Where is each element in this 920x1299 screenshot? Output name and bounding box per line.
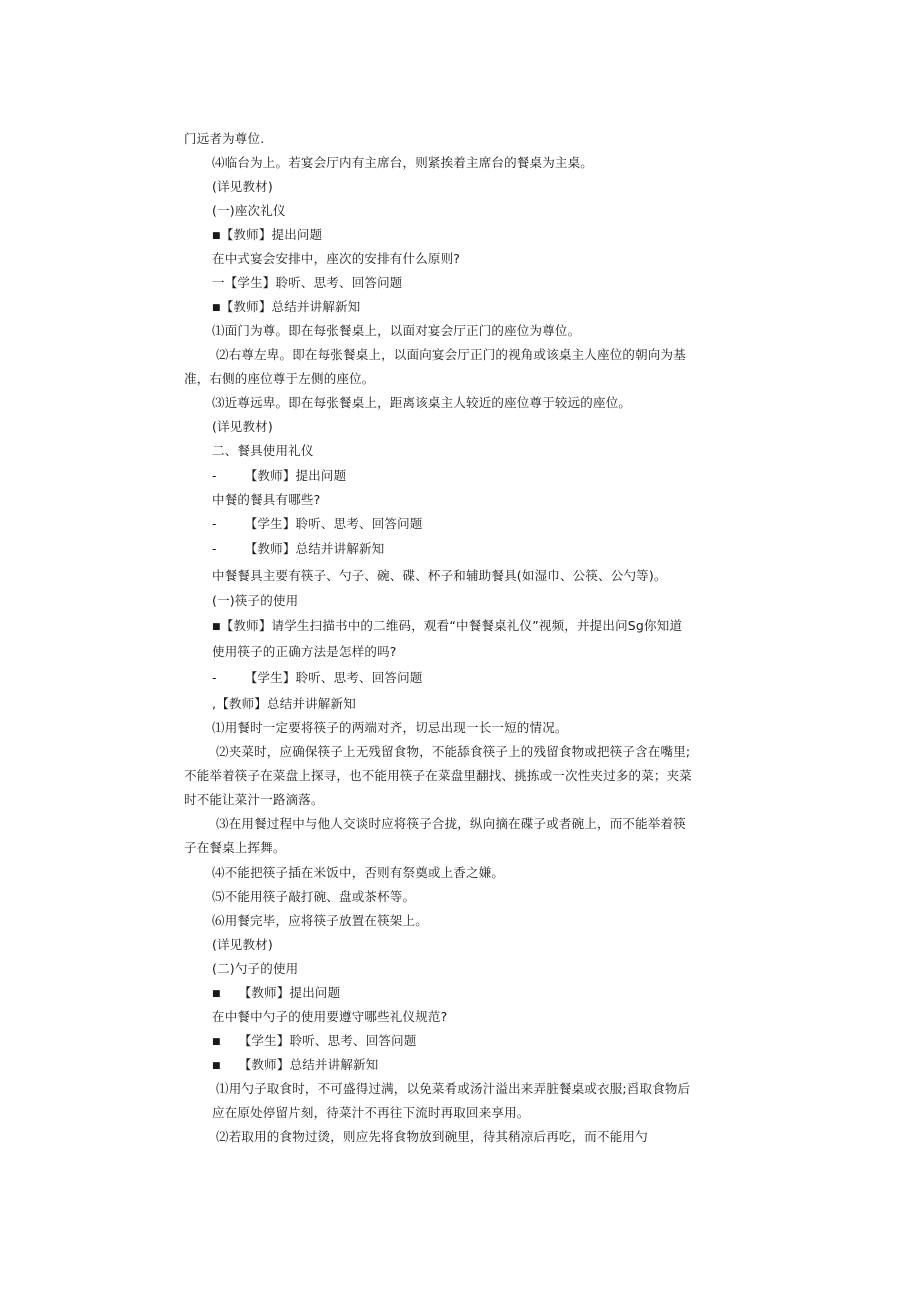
text-line: ⑵夹菜时，应确保筷子上无残留食物，不能舔食筷子上的残留食物或把筷子含在嘴里; <box>216 744 691 759</box>
line-text: 【教师】总结并讲解新知 <box>220 299 361 314</box>
line-text: 【教师】提出问题 <box>244 468 347 483</box>
text-line: 中餐的餐具有哪些? <box>212 492 321 507</box>
text-line: ⑸不能用筷子敲打碗、盘或茶杯等。 <box>212 889 416 904</box>
dash-bullet-icon: - <box>212 516 217 531</box>
teacher-line <box>212 696 356 712</box>
text-line: ⑷临台为上。若宴会厅内有主席台，则紧挨着主席台的餐桌为主桌。 <box>212 155 594 170</box>
teacher-line <box>212 1057 378 1074</box>
student-line: 一【学生】聆听、思考、回答问题 <box>212 275 403 290</box>
text-line: 子在餐桌上挥舞。 <box>184 840 286 855</box>
section-heading: 二、餐具使用礼仪 <box>212 443 314 458</box>
text-line: (详见教材) <box>212 179 273 194</box>
text-line: 在中餐中勺子的使用要遵守哪些礼仪规范? <box>212 1009 448 1024</box>
text-line: ⑶近尊远卑。即在每张餐桌上，距离该桌主人较近的座位尊于较远的座位。 <box>212 395 632 410</box>
line-text: 【教师】总结并讲解新知 <box>244 541 385 556</box>
square-bullet-icon: ■ <box>212 622 221 632</box>
square-bullet-icon: ■ <box>212 1037 221 1047</box>
text-line: ⑶在用餐过程中与他人交谈时应将筷子合拢，纵向摘在碟子或者碗上，而不能举着筷 <box>216 816 686 831</box>
dash-bullet-icon: - <box>212 541 217 556</box>
dash-bullet-icon: - <box>212 468 217 483</box>
line-text: 【教师】请学生扫描书中的二维码，观看“中餐餐桌礼仪”视频，并提出问Sg你知道 <box>220 618 683 633</box>
square-bullet-icon: ■ <box>212 1061 221 1071</box>
text-line: ⑴用勺子取食时，不可盛得过满，以免菜肴或汤汁溢出来弄脏餐桌或衣服;舀取食物后 <box>216 1081 691 1096</box>
teacher-line <box>212 227 322 244</box>
text-line: ⑹用餐完毕，应将筷子放置在筷架上。 <box>212 913 428 928</box>
section-heading: (二)勺子的使用 <box>212 961 299 976</box>
text-line: ⑴面门为尊。即在每张餐桌上，以面对宴会厅正门的座位为尊位。 <box>212 323 581 338</box>
text-line: 应在原处停留片刻，待菜汁不再往下流时再取回来享用。 <box>212 1105 530 1120</box>
teacher-line <box>212 541 384 557</box>
text-line: 准，右侧的座位尊于左侧的座位。 <box>184 371 375 386</box>
text-line: 不能举着筷子在菜盘上探寻，也不能用筷子在菜盘里翻找、挑拣或一次性夹过多的菜；夹菜 <box>184 768 693 783</box>
teacher-line <box>212 468 346 484</box>
line-text: 【教师】提出问题 <box>220 227 323 242</box>
text-line: (详见教材) <box>212 937 273 952</box>
text-line: ⑴用餐时一定要将筷子的两端对齐，切忌出现一长一短的情况。 <box>212 720 568 735</box>
teacher-line <box>212 985 340 1002</box>
line-text: 【教师】总结并讲解新知 <box>238 1057 379 1072</box>
square-bullet-icon: ■ <box>212 231 221 241</box>
teacher-line <box>212 618 682 635</box>
text-line: 在中式宴会安排中，座次的安排有什么原则? <box>212 251 461 266</box>
student-line <box>212 516 423 532</box>
text-line: ⑵若取用的食物过烫，则应先将食物放到碗里，待其稍凉后再吃，而不能用勺 <box>216 1129 648 1144</box>
text-line: 使用筷子的正确方法是怎样的吗? <box>212 644 397 659</box>
text-line: ⑵右尊左卑。即在每张餐桌上，以面向宴会厅正门的视角或该桌主人座位的朝向为基 <box>216 347 686 362</box>
section-heading: (一)筷子的使用 <box>212 593 299 608</box>
text-line: ⑷不能把筷子插在米饭中，否则有祭奠或上香之嫌。 <box>212 865 505 880</box>
line-text: 【教师】总结并讲解新知 <box>216 696 356 711</box>
line-text: 【学生】聆听、思考、回答问题 <box>244 516 423 531</box>
text-line: 中餐餐具主要有筷子、勺子、碗、碟、杯子和辅助餐具(如湿巾、公筷、公勺等)。 <box>212 568 667 583</box>
section-heading: (一)座次礼仪 <box>212 203 286 218</box>
teacher-line <box>212 299 360 316</box>
square-bullet-icon: ■ <box>212 303 221 313</box>
square-bullet-icon: ■ <box>212 989 221 999</box>
line-text: 【学生】聆听、思考、回答问题 <box>238 1033 417 1048</box>
text-line: (详见教材) <box>212 419 273 434</box>
text-line: 时不能让菜汁一路滴落。 <box>184 792 324 807</box>
text-line: 门远者为尊位. <box>184 131 265 146</box>
student-line <box>212 1033 417 1050</box>
line-text: 【学生】聆听、思考、回答问题 <box>244 670 423 685</box>
comma-bullet-icon: , <box>212 696 217 711</box>
line-text: 【教师】提出问题 <box>238 985 341 1000</box>
student-line <box>212 670 423 686</box>
dash-bullet-icon: - <box>212 670 217 685</box>
